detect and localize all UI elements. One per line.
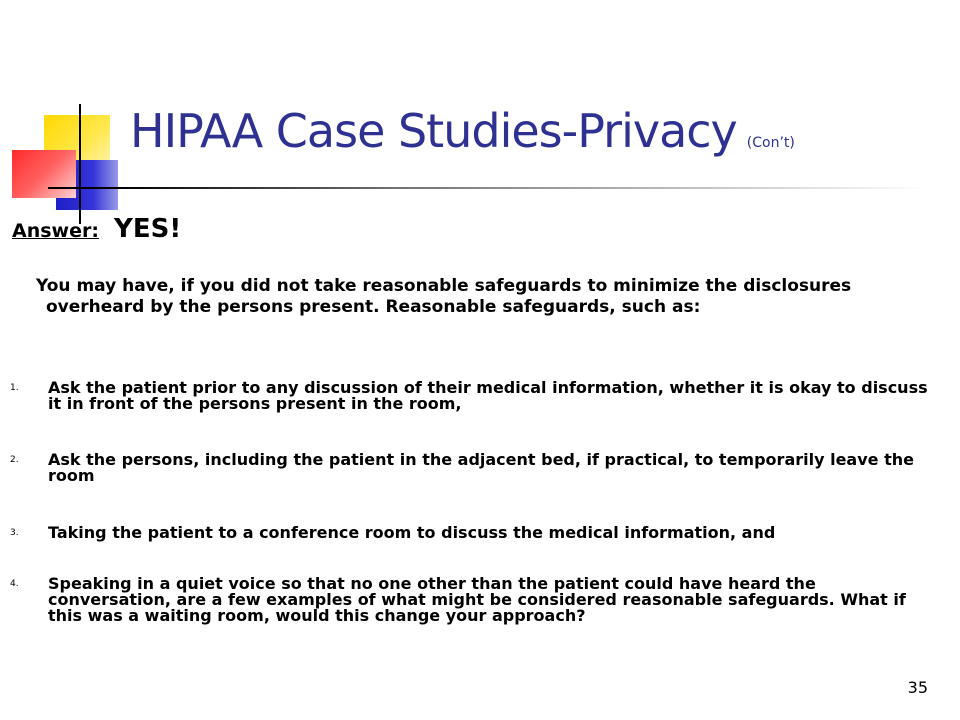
list-number: 3. bbox=[10, 528, 19, 538]
list-text: Ask the patient prior to any discussion of their medical information, whether it is okay to discuss it in front of the persons present in the room, bbox=[48, 378, 928, 413]
title-suffix: (Con’t) bbox=[746, 135, 795, 151]
decorative-squares-logo bbox=[0, 0, 140, 230]
title-underline bbox=[48, 187, 928, 189]
slide-title bbox=[130, 104, 795, 158]
answer-line bbox=[12, 214, 181, 244]
page-number: 35 bbox=[907, 678, 928, 697]
list-text: Taking the patient to a conference room to discuss the medical information, and bbox=[48, 523, 776, 542]
answer-label: Answer: bbox=[12, 220, 99, 242]
intro-paragraph: You may have, if you did not take reasonable safeguards to minimize the disclosures overheard by the persons present. Reasonable safeguards, such as: bbox=[36, 276, 852, 317]
title-main: HIPAA Case Studies-Privacy bbox=[130, 104, 737, 158]
answer-value: YES! bbox=[114, 214, 182, 244]
list-text: Speaking in a quiet voice so that no one other than the patient could have heard the conversation, are a few examples of what might be considered reasonable safeguards. What if this was a waiting room, would this change your approach? bbox=[48, 574, 906, 625]
vertical-rule bbox=[79, 104, 81, 224]
red-square bbox=[12, 150, 76, 198]
list-number: 4. bbox=[10, 579, 19, 589]
list-number: 1. bbox=[10, 383, 19, 393]
list-number: 2. bbox=[10, 455, 19, 465]
list-text: Ask the persons, including the patient in the adjacent bed, if practical, to temporarily leave the room bbox=[48, 450, 914, 485]
